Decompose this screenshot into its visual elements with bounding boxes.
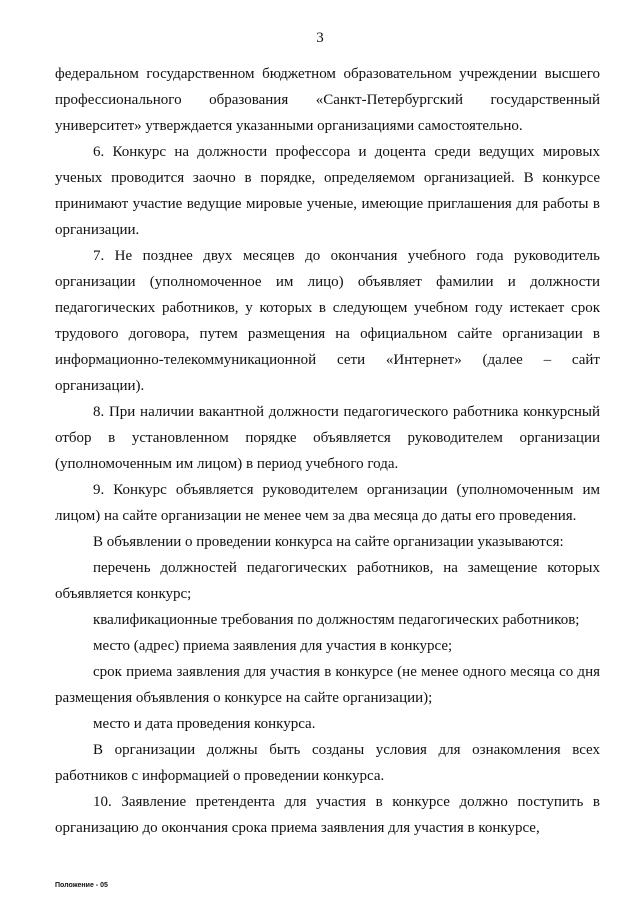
paragraph-7: 7. Не позднее двух месяцев до окончания учебного года руководитель организации (уполномоченное им лицо) объявляет фамилии и должности педагогических работников, у которых в следующем учебном году истекает срок трудового договора, путем размещения на официальном сайте организации в информационно-телекоммуникационной сети «Интернет» (далее – сайт организации). [55, 248, 600, 394]
announcement-item-venue-date: место и дата проведения конкурса. [93, 716, 316, 732]
announcement-item-positions: перечень должностей педагогических работников, на замещение которых объявляется конкурс; [55, 560, 600, 602]
announcement-item-address: место (адрес) приема заявления для участия в конкурсе; [93, 638, 453, 654]
document-footer: Положение - 05 [55, 882, 108, 889]
paragraph-9: 9. Конкурс объявляется руководителем организации (уполномоченным им лицом) на сайте организации не менее чем за два месяца до даты его проведения. [55, 482, 600, 524]
document-body [55, 61, 600, 841]
announcement-item-requirements: квалификационные требования по должностям педагогических работников; [93, 612, 580, 628]
paragraph-conditions: В организации должны быть созданы условия для ознакомления всех работников с информацией о проведении конкурса. [55, 742, 600, 784]
paragraph-8: 8. При наличии вакантной должности педагогического работника конкурсный отбор в установленном порядке объявляется руководителем организации (уполномоченным им лицом) в период учебного года. [55, 404, 600, 472]
announcement-item-deadline: срок приема заявления для участия в конкурсе (не менее одного месяца со дня размещения объявления о конкурсе на сайте организации); [55, 664, 600, 706]
page-number: 3 [316, 30, 324, 46]
announcement-intro: В объявлении о проведении конкурса на сайте организации указываются: [93, 534, 564, 550]
paragraph-continuation: федеральном государственном бюджетном образовательном учреждении высшего профессионального образования «Санкт-Петербургский государственный университет» утверждается указанными организациями самостоятельно. [55, 66, 600, 134]
paragraph-10: 10. Заявление претендента для участия в конкурсе должно поступить в организацию до окончания срока приема заявления для участия в конкурсе, [55, 794, 600, 836]
paragraph-6: 6. Конкурс на должности профессора и доцента среди ведущих мировых ученых проводится заочно в порядке, определяемом организацией. В конкурсе принимают участие ведущие мировые ученые, имеющие приглашения для работы в организации. [55, 144, 600, 238]
